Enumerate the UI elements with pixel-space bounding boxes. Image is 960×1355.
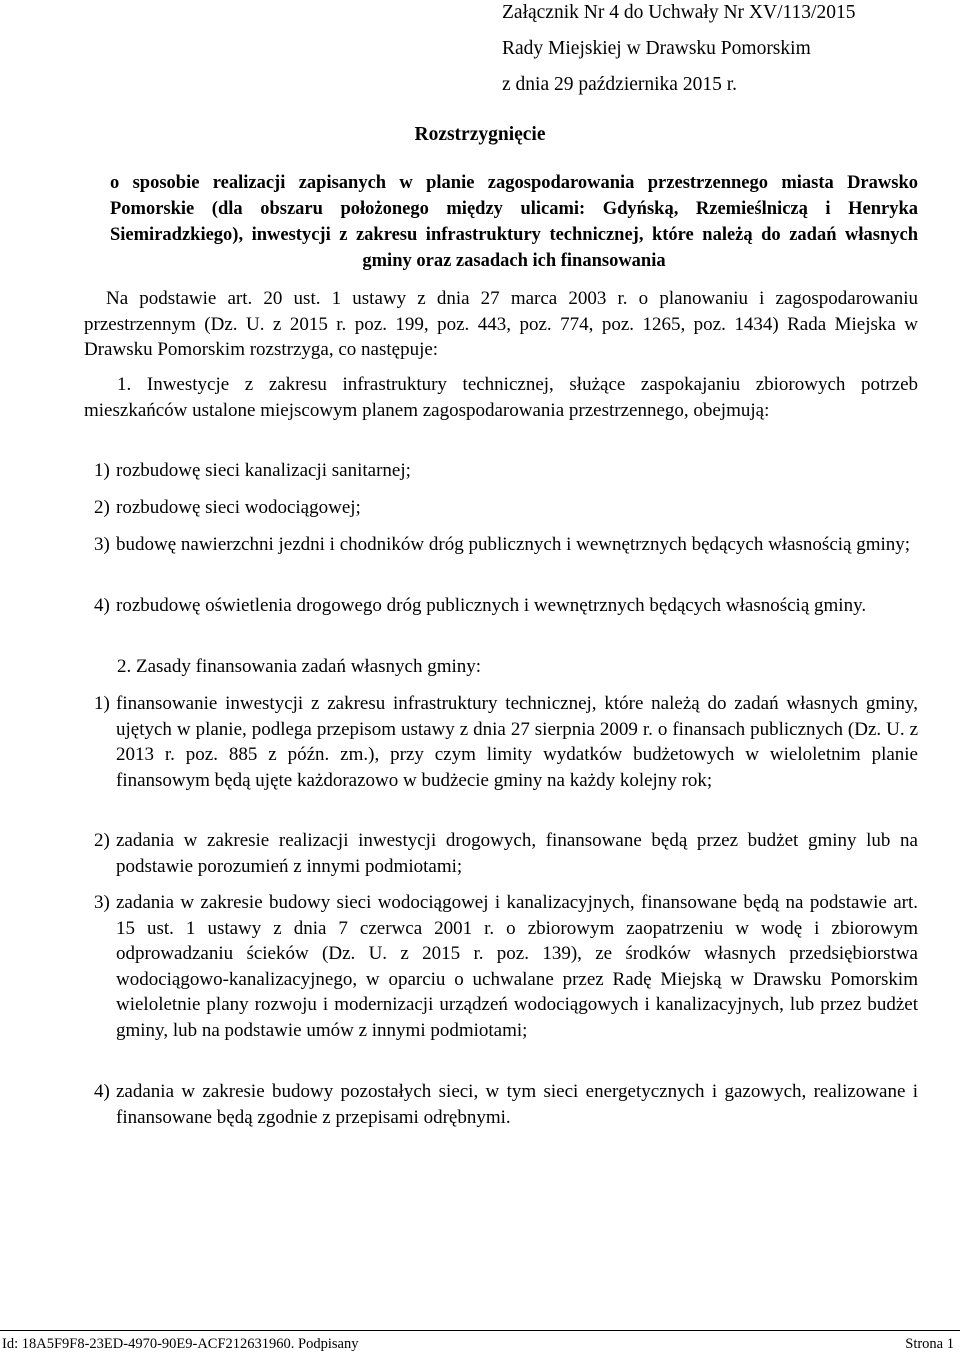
header-council-line: Rady Miejskiej w Drawsku Pomorskim (502, 38, 811, 59)
list-item-text: rozbudowę sieci wodociągowej; (116, 497, 361, 518)
list-item (94, 828, 918, 879)
document-title: Rozstrzygnięcie (414, 124, 546, 145)
document-subject: o sposobie realizacji zapisanych w planie zagospodarowania przestrzennego miasta Drawsko Pomorskie (dla obszaru położonego między ulicami: Gdyńską, Rzemieślniczą i Henryka Siemiradzkiego), inwestycji z zakresu infrastruktury technicznej, które należą do zadań własnych gminy oraz zasadach ich finansowania (110, 173, 918, 271)
footer-page-number: Strona 1 (905, 1336, 954, 1352)
list-item-text: zadania w zakresie budowy pozostałych sieci, w tym sieci energetycznych i gazowych, realizowane i finansowane będą zgodnie z przepisami odrębnymi. (116, 1081, 918, 1128)
footer-divider (0, 1330, 960, 1331)
list-item-text: budowę nawierzchni jezdni i chodników dróg publicznych i wewnętrznych będących własnością gminy; (116, 534, 911, 555)
list-item-number: 2) (94, 497, 110, 518)
header-attachment-line: Załącznik Nr 4 do Uchwały Nr XV/113/2015 (502, 2, 856, 23)
list-item (94, 532, 918, 558)
list-item (94, 1079, 918, 1130)
list-item-number: 2) (94, 830, 110, 851)
section1-intro: 1. Inwestycje z zakresu infrastruktury technicznej, służące zaspokajaniu zbiorowych potrzeb mieszkańców ustalone miejscowym planem zagospodarowania przestrzennego, obejmują: (84, 374, 918, 421)
list-item (94, 593, 918, 619)
footer-document-id: Id: 18A5F9F8-23ED-4970-90E9-ACF212631960. Podpisany (2, 1336, 359, 1352)
list-item-number: 3) (94, 534, 110, 555)
header-date-line: z dnia 29 października 2015 r. (502, 74, 737, 95)
list-item-number: 1) (94, 460, 110, 481)
list-item-number: 3) (94, 892, 110, 913)
list-item (94, 890, 918, 1043)
list-item-text: rozbudowę sieci kanalizacji sanitarnej; (116, 460, 411, 481)
list-item-number: 1) (94, 693, 110, 714)
list-item (94, 458, 918, 484)
list-item-text: zadania w zakresie budowy sieci wodociągowej i kanalizacyjnych, finansowane będą na podstawie art. 15 ust. 1 ustawy z dnia 7 czerwca 2001 r. o zbiorowym zaopatrzeniu w wodę i zbiorowym odprowadzaniu ścieków (Dz. U. z 2015 r. poz. 139), ze środków własnych przedsiębiorstwa wodociągowo-kanalizacyjnego, w oparciu o uchwalane przez Radę Miejską w Drawsku Pomorskim wieloletnie plany rozwoju i modernizacji urządzeń wodociągowych i kanalizacyjnych, lub przez budżet gminy, lub na podstawie umów z innymi podmiotami; (116, 892, 918, 1041)
preamble: Na podstawie art. 20 ust. 1 ustawy z dnia 27 marca 2003 r. o planowaniu i zagospodarowaniu przestrzennym (Dz. U. z 2015 r. poz. 199, poz. 443, poz. 774, poz. 1265, poz. 1434) Rada Miejska w Drawsku Pomorskim rozstrzyga, co następuje: (84, 288, 918, 360)
list-item (94, 691, 918, 793)
list-item-text: finansowanie inwestycji z zakresu infrastruktury technicznej, które należą do zadań własnych gminy, ujętych w planie, podlega przepisom ustawy z dnia 27 sierpnia 2009 r. o finansach publicznych (Dz. U. z 2013 r. poz. 885 z późn. zm.), przy czym limity wydatków budżetowych w wieloletnim planie finansowym będą ujęte każdorazowo w budżecie gminy na każdy kolejny rok; (116, 693, 918, 791)
list-item-text: zadania w zakresie realizacji inwestycji drogowych, finansowane będą przez budżet gminy lub na podstawie porozumień z innymi podmiotami; (116, 830, 918, 877)
list-item-number: 4) (94, 595, 110, 616)
list-item-number: 4) (94, 1081, 110, 1102)
section2-intro: 2. Zasady finansowania zadań własnych gminy: (117, 656, 482, 677)
list-item (94, 495, 918, 521)
list-item-text: rozbudowę oświetlenia drogowego dróg publicznych i wewnętrznych będących własnością gminy. (116, 595, 867, 616)
